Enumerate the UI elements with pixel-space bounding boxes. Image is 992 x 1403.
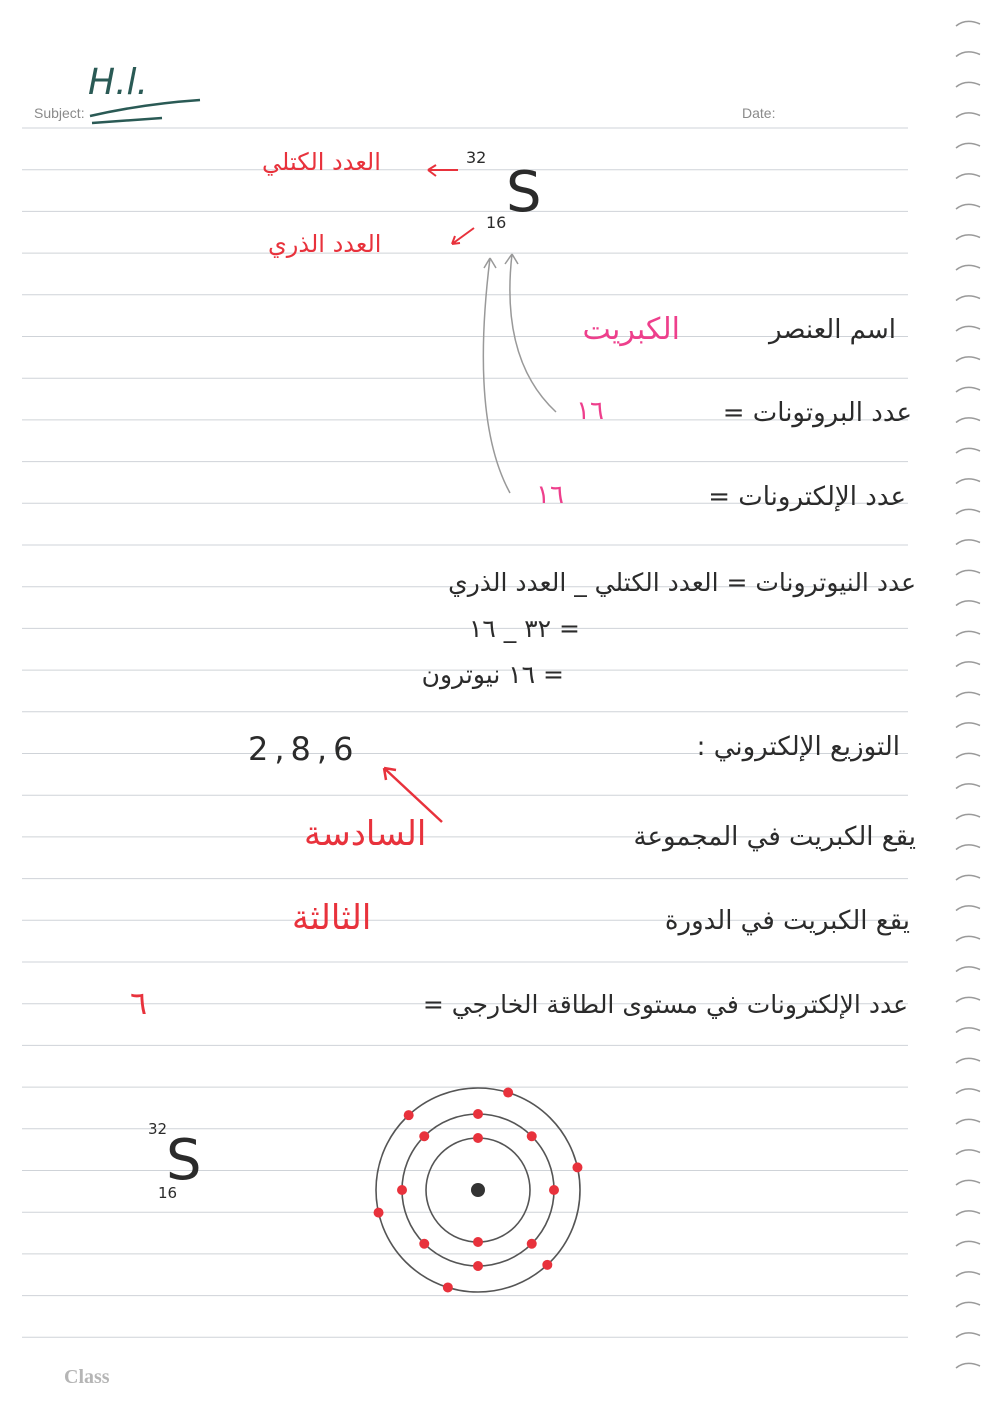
electron [542, 1260, 552, 1270]
electron [473, 1133, 483, 1143]
atomic-number: 16 [486, 213, 507, 232]
period-text: يقع الكبريت في الدورة [664, 906, 910, 936]
distribution-value: 2,8,6 [248, 730, 360, 768]
spiral-ring [956, 845, 980, 850]
distribution-label: التوزيع الإلكتروني : [696, 732, 900, 762]
group-value: السادسة [304, 814, 427, 854]
spiral-ring [956, 784, 980, 789]
period-value: الثالثة [292, 898, 372, 938]
electron [374, 1208, 384, 1218]
spiral-ring [956, 814, 980, 819]
spiral-ring [956, 997, 980, 1002]
diagram-atomic-number: 16 [158, 1184, 178, 1202]
spiral-ring [956, 1302, 980, 1307]
date-label: Date: [742, 105, 776, 121]
valence-text: عدد الإلكترونات في مستوى الطاقة الخارجي = [422, 990, 908, 1019]
spiral-ring [956, 1363, 980, 1368]
footer-class-label: Class [64, 1366, 110, 1388]
spiral-ring [956, 753, 980, 758]
spiral-ring [956, 662, 980, 667]
spiral-ring [956, 540, 980, 545]
electron [572, 1162, 582, 1172]
spiral-ring [956, 723, 980, 728]
spiral-ring [956, 1241, 980, 1246]
spiral-ring [956, 875, 980, 880]
protons-label: عدد البروتونات = [722, 398, 912, 428]
electron [473, 1109, 483, 1119]
protons-value: ١٦ [576, 396, 604, 426]
electron [397, 1185, 407, 1195]
atomic-number-label: العدد الذري [268, 230, 382, 258]
neutrons-formula: عدد النيوترونات = العدد الكتلي _ العدد الذري [448, 568, 916, 597]
spiral-ring [956, 1119, 980, 1124]
subject-label: Subject: [34, 105, 85, 121]
spiral-ring [956, 631, 980, 636]
electron [419, 1131, 429, 1141]
spiral-ring [956, 1211, 980, 1216]
spiral-ring [956, 1028, 980, 1033]
electrons-label: عدد الإلكترونات = [708, 482, 906, 512]
spiral-ring [956, 1150, 980, 1155]
valence-value: ٦ [130, 984, 148, 1022]
electron [419, 1239, 429, 1249]
electron [404, 1110, 414, 1120]
electron [527, 1131, 537, 1141]
electron [503, 1088, 513, 1098]
neutrons-step-2: = ١٦ نيوترون [421, 660, 564, 689]
element-symbol: S [506, 160, 542, 225]
spiral-ring [956, 692, 980, 697]
mass-number-label: العدد الكتلي [262, 148, 381, 176]
spiral-ring [956, 1333, 980, 1338]
electron [549, 1185, 559, 1195]
element-name-value: الكبريت [582, 312, 680, 347]
electron [443, 1282, 453, 1292]
spiral-ring [956, 906, 980, 911]
neutrons-step-1: = ٣٢ _ ١٦ [468, 614, 580, 643]
electron [473, 1261, 483, 1271]
group-text: يقع الكبريت في المجموعة [633, 822, 916, 852]
spiral-ring [956, 1272, 980, 1277]
diagram-mass-number: 32 [148, 1120, 168, 1138]
nucleus [471, 1183, 485, 1197]
spiral-ring [956, 1058, 980, 1063]
electron [527, 1239, 537, 1249]
mass-number: 32 [466, 148, 487, 167]
label-arrows [0, 0, 992, 540]
spiral-ring [956, 601, 980, 606]
subject-value: H.l. [88, 62, 148, 103]
bohr-diagram [358, 1070, 598, 1310]
spiral-ring [956, 1180, 980, 1185]
electron [473, 1237, 483, 1247]
spiral-ring [956, 967, 980, 972]
spiral-ring [956, 1089, 980, 1094]
element-name-label: اسم العنصر [768, 315, 896, 345]
diagram-symbol: S [166, 1128, 202, 1193]
spiral-ring [956, 570, 980, 575]
spiral-ring [956, 936, 980, 941]
electrons-value: ١٦ [536, 480, 564, 510]
